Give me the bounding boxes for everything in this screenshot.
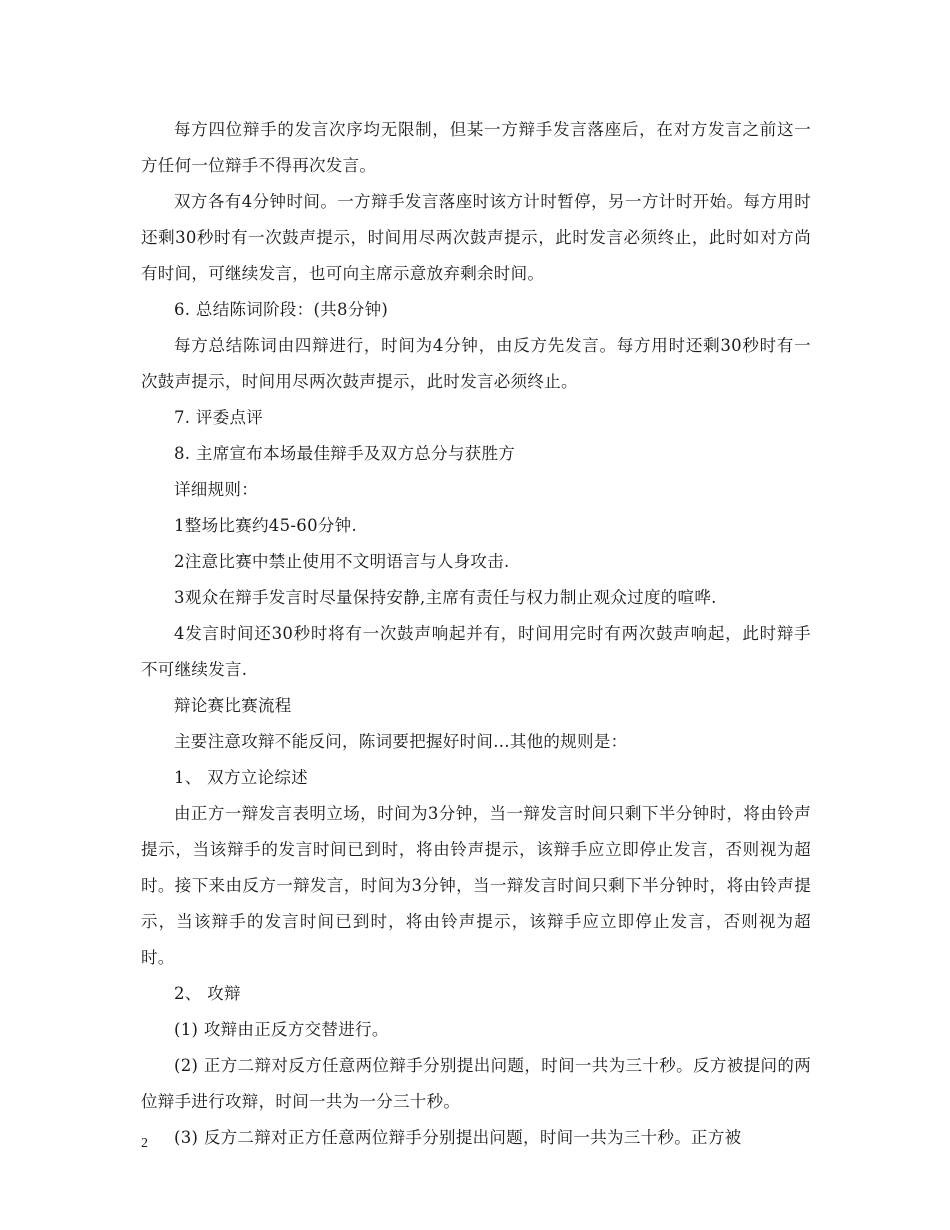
paragraph-judge-comments: 7. 评委点评 xyxy=(174,408,264,427)
paragraph-rule-4: 4发言时间还30秒时将有一次鼓声响起并有，时间用完时有两次鼓声响起，此时辩手不可继续发言. xyxy=(141,624,811,679)
paragraph-time-rules: 双方各有4分钟时间。一方辩手发言落座时该方计时暂停，另一方计时开始。每方用时还剩30秒时有一次鼓声提示，时间用尽两次鼓声提示，此时发言必须终止，此时如对方尚有时间，可继续发言，也可向主席示意放弃剩余时间。 xyxy=(141,192,811,283)
paragraph-cross-exam-1: (1) 攻辩由正反方交替进行。 xyxy=(174,1020,389,1039)
paragraph-cross-exam-2: (2) 正方二辩对反方任意两位辩手分别提出问题，时间一共为三十秒。反方被提问的两位辩手进行攻辩，时间一共为一分三十秒。 xyxy=(141,1056,811,1111)
paragraph-speaking-order: 每方四位辩手的发言次序均无限制，但某一方辩手发言落座后，在对方发言之前这一方任何一位辩手不得再次发言。 xyxy=(141,120,811,175)
paragraph-rule-3: 3观众在辩手发言时尽量保持安静,主席有责任与权力制止观众过度的喧哗. xyxy=(174,588,717,607)
paragraph-detailed-rules-heading: 详细规则： xyxy=(174,480,258,499)
page-number: 2 xyxy=(141,1136,148,1151)
paragraph-rule-1: 1整场比赛约45-60分钟. xyxy=(174,516,358,535)
paragraph-closing-stage-heading: 6. 总结陈词阶段：(共8分钟) xyxy=(174,300,389,319)
document-body xyxy=(141,112,811,1156)
paragraph-announce-winner: 8. 主席宣布本场最佳辩手及双方总分与获胜方 xyxy=(174,444,516,463)
paragraph-section-2-heading: 2、 攻辩 xyxy=(174,984,241,1003)
paragraph-rule-2: 2注意比赛中禁止使用不文明语言与人身攻击. xyxy=(174,552,510,571)
paragraph-debate-flow-intro: 主要注意攻辩不能反问，陈词要把握好时间...其他的规则是： xyxy=(174,732,628,751)
paragraph-section-1-body: 由正方一辩发言表明立场，时间为3分钟，当一辩发言时间只剩下半分钟时，将由铃声提示，当该辩手的发言时间已到时，将由铃声提示，该辩手应立即停止发言，否则视为超时。接下来由反方一辩发言，时间为3分钟，当一辩发言时间只剩下半分钟时，将由铃声提示，当该辩手的发言时间已到时，将由铃声提示，该辩手应立即停止发言，否则视为超时。 xyxy=(141,804,811,967)
paragraph-cross-exam-3: (3) 反方二辩对正方任意两位辩手分别提出问题，时间一共为三十秒。正方被 xyxy=(174,1128,742,1147)
paragraph-debate-flow-heading: 辩论赛比赛流程 xyxy=(174,696,292,715)
paragraph-closing-stage-rules: 每方总结陈词由四辩进行，时间为4分钟，由反方先发言。每方用时还剩30秒时有一次鼓声提示，时间用尽两次鼓声提示，此时发言必须终止。 xyxy=(141,336,811,391)
paragraph-section-1-heading: 1、 双方立论综述 xyxy=(174,768,308,787)
